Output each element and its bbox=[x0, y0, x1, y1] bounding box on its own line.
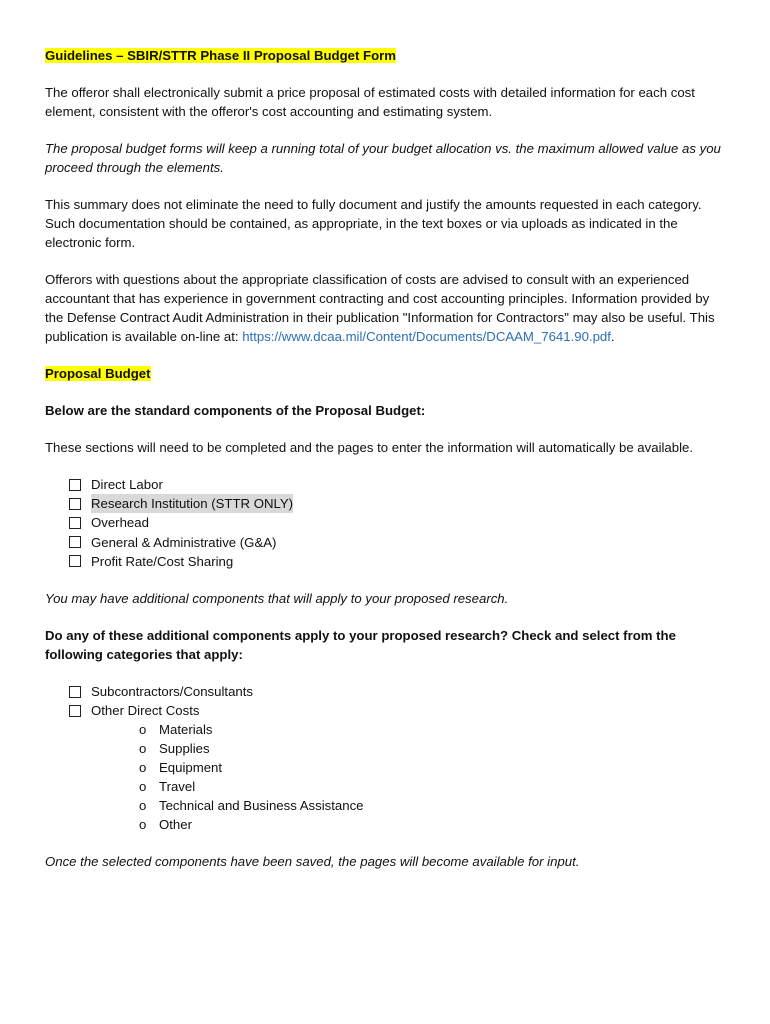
document-page bbox=[45, 46, 725, 889]
checklist-item-label: Other Direct Costs bbox=[91, 703, 200, 719]
circle-bullet-icon: o bbox=[139, 817, 147, 833]
sub-item-label: Other bbox=[159, 817, 192, 833]
checkbox[interactable] bbox=[69, 555, 81, 567]
doc-title: Guidelines – SBIR/STTR Phase II Proposal Budget Form bbox=[45, 48, 396, 63]
checklist-item-overhead[interactable] bbox=[69, 513, 725, 532]
checkbox[interactable] bbox=[69, 498, 81, 510]
sub-item-label: Materials bbox=[159, 722, 213, 738]
proposal-budget-heading: Proposal Budget bbox=[45, 366, 151, 381]
checklist-item-label: Direct Labor bbox=[91, 477, 163, 493]
checkbox[interactable] bbox=[69, 536, 81, 548]
proposal-budget-heading-row bbox=[45, 364, 725, 383]
checklist-item-label: Profit Rate/Cost Sharing bbox=[91, 553, 234, 569]
checkbox[interactable] bbox=[69, 479, 81, 491]
checklist-item-label: Subcontractors/Consultants bbox=[91, 684, 253, 700]
intro-paragraph: The offeror shall electronically submit a price proposal of estimated costs with detailed information for each cost element, consistent with the offeror's cost accounting and estimating system. bbox=[45, 85, 695, 119]
checklist-row bbox=[69, 701, 725, 720]
sub-item-supplies bbox=[139, 739, 725, 758]
sub-item-equipment bbox=[139, 758, 725, 777]
checklist-item-label: Overhead bbox=[91, 515, 149, 531]
checklist-item-direct-labor[interactable] bbox=[69, 475, 725, 494]
checklist-item-subcontractors[interactable] bbox=[69, 682, 725, 701]
other-direct-costs-sublist bbox=[69, 720, 725, 834]
standard-components-heading: Below are the standard components of the Proposal Budget: bbox=[45, 403, 426, 418]
checklist-item-ga[interactable] bbox=[69, 533, 725, 552]
circle-bullet-icon: o bbox=[139, 779, 147, 795]
running-total-note: The proposal budget forms will keep a running total of your budget allocation vs. the maximum allowed value as you proceed through the elements. bbox=[45, 141, 721, 175]
sub-item-label: Technical and Business Assistance bbox=[159, 798, 364, 814]
doc-title-row bbox=[45, 46, 725, 65]
circle-bullet-icon: o bbox=[139, 741, 147, 757]
documentation-paragraph: This summary does not eliminate the need to fully document and justify the amounts requested in each category. Such documentation should be contained, as appropriate, in the text boxes or via uploads as indicated in the electronic form. bbox=[45, 197, 702, 250]
circle-bullet-icon: o bbox=[139, 760, 147, 776]
additional-components-note: You may have additional components that will apply to your proposed research. bbox=[45, 590, 509, 606]
circle-bullet-icon: o bbox=[139, 722, 147, 738]
dcaa-link[interactable]: https://www.dcaa.mil/Content/Documents/DCAAM_7641.90.pdf bbox=[242, 329, 611, 344]
dcaa-text: Offerors with questions about the appropriate classification of costs are advised to consult with an experienced accountant that has experience in government contracting and cost accounting principles. Information provided by the Defense Contract Audit Administration in their publication "Information for Contractors" may also be useful. This publication is available on-line at: bbox=[45, 272, 715, 344]
checklist-item-label: General & Administrative (G&A) bbox=[91, 534, 277, 550]
sub-item-technical-business-assistance bbox=[139, 796, 725, 815]
sub-item-materials bbox=[139, 720, 725, 739]
circle-bullet-icon: o bbox=[139, 798, 147, 814]
additional-components-question: Do any of these additional components apply to your proposed research? Check and select from the following categories that apply: bbox=[45, 627, 676, 662]
sub-item-travel bbox=[139, 777, 725, 796]
sub-item-label: Supplies bbox=[159, 741, 210, 757]
checkbox[interactable] bbox=[69, 686, 81, 698]
dcaa-paragraph bbox=[45, 270, 725, 346]
checklist-item-other-direct-costs[interactable] bbox=[69, 701, 725, 834]
checklist-item-label: Research Institution (STTR ONLY) bbox=[91, 496, 294, 512]
checklist-item-research-institution[interactable] bbox=[69, 494, 725, 513]
checkbox[interactable] bbox=[69, 517, 81, 529]
sub-item-label: Travel bbox=[159, 779, 196, 795]
checkbox[interactable] bbox=[69, 705, 81, 717]
checklist-item-profit-rate[interactable] bbox=[69, 552, 725, 571]
additional-components-list bbox=[45, 682, 725, 834]
sub-item-label: Equipment bbox=[159, 760, 223, 776]
dcaa-period: . bbox=[610, 329, 615, 344]
sub-item-other bbox=[139, 815, 725, 834]
closing-note: Once the selected components have been saved, the pages will become available for input. bbox=[45, 854, 580, 870]
standard-components-list bbox=[45, 475, 725, 571]
completion-paragraph: These sections will need to be completed and the pages to enter the information will automatically be available. bbox=[45, 440, 694, 455]
